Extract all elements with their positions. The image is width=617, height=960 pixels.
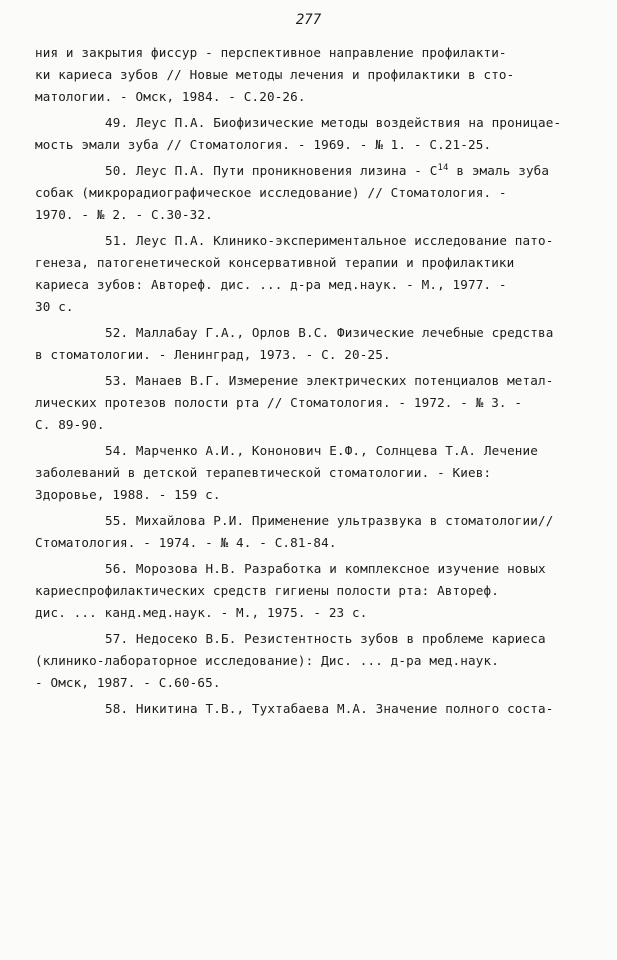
entry-line: кариеса зубов: Автореф. дис. ... д-ра мед.наук. - М., 1977. - bbox=[35, 277, 507, 292]
entry-line: ки кариеса зубов // Новые методы лечения и профилактики в сто- bbox=[35, 67, 515, 82]
entry-line: матологии. - Омск, 1984. - С.20-26. bbox=[35, 89, 306, 104]
bibliography-entry-52 bbox=[35, 322, 585, 366]
bibliography-entry-55 bbox=[35, 510, 585, 554]
bibliography-entry-57 bbox=[35, 628, 585, 694]
entry-line: в стоматологии. - Ленинград, 1973. - С. 20-25. bbox=[35, 347, 391, 362]
entry-text: в эмаль зуба bbox=[448, 163, 550, 178]
entry-line: 58. Никитина Т.В., Тухтабаева М.А. Значение полного соста- bbox=[105, 701, 554, 716]
entry-line: собак (микрорадиографическое исследование) // Стоматология. - bbox=[35, 185, 507, 200]
bibliography-entry-50 bbox=[35, 160, 585, 226]
entry-line: 57. Недосеко В.Б. Резистентность зубов в проблеме кариеса bbox=[105, 631, 546, 646]
entry-line: генеза, патогенетической консервативной терапии и профилактики bbox=[35, 255, 515, 270]
bibliography-entry-51 bbox=[35, 230, 585, 318]
entry-line: ния и закрытия фиссур - перспективное направление профилакти- bbox=[35, 45, 507, 60]
entry-line: лических протезов полости рта // Стоматология. - 1972. - № 3. - bbox=[35, 395, 523, 410]
isotope-superscript: 14 bbox=[437, 162, 449, 173]
bibliography-entry-53 bbox=[35, 370, 585, 436]
entry-line: 1970. - № 2. - С.30-32. bbox=[35, 207, 213, 222]
bibliography-entry-54 bbox=[35, 440, 585, 506]
entry-text: 50. Леус П.А. Пути проникновения лизина - С bbox=[105, 163, 438, 178]
entry-line: 56. Морозова Н.В. Разработка и комплексное изучение новых bbox=[105, 561, 546, 576]
entry-line: кариеспрофилактических средств гигиены полости рта: Автореф. bbox=[35, 583, 499, 598]
entry-line: 55. Михайлова Р.И. Применение ультразвука в стоматологии// bbox=[105, 513, 554, 528]
entry-line: 52. Маллабау Г.А., Орлов В.С. Физические лечебные средства bbox=[105, 325, 554, 340]
entry-line: заболеваний в детской терапевтической стоматологии. - Киев: bbox=[35, 465, 492, 480]
entry-line: 54. Марченко А.И., Кононович Е.Ф., Солнцева Т.А. Лечение bbox=[105, 443, 538, 458]
entry-line: 51. Леус П.А. Клинико-экспериментальное исследование пато- bbox=[105, 233, 554, 248]
entry-line: С. 89-90. bbox=[35, 417, 105, 432]
entry-line: 53. Манаев В.Г. Измерение электрических потенциалов метал- bbox=[105, 373, 554, 388]
entry-line: (клинико-лабораторное исследование): Дис. ... д-ра мед.наук. bbox=[35, 653, 499, 668]
bibliography-entry-49 bbox=[35, 112, 585, 156]
entry-line: - Омск, 1987. - С.60-65. bbox=[35, 675, 221, 690]
entry-line: дис. ... канд.мед.наук. - М., 1975. - 23 с. bbox=[35, 605, 368, 620]
bibliography-entry-58 bbox=[35, 698, 585, 720]
entry-line: 30 с. bbox=[35, 299, 74, 314]
entry-line: Здоровье, 1988. - 159 с. bbox=[35, 487, 221, 502]
entry-line: 49. Леус П.А. Биофизические методы воздействия на проницае- bbox=[105, 115, 562, 130]
entry-line: мость эмали зуба // Стоматология. - 1969. - № 1. - С.21-25. bbox=[35, 137, 492, 152]
bibliography-entry-56 bbox=[35, 558, 585, 624]
entry-line bbox=[35, 160, 585, 182]
entry-line: Стоматология. - 1974. - № 4. - С.81-84. bbox=[35, 535, 337, 550]
bibliography-entry-continued bbox=[35, 42, 585, 108]
page-number: 277 bbox=[295, 12, 322, 28]
bibliography-list bbox=[35, 42, 585, 720]
